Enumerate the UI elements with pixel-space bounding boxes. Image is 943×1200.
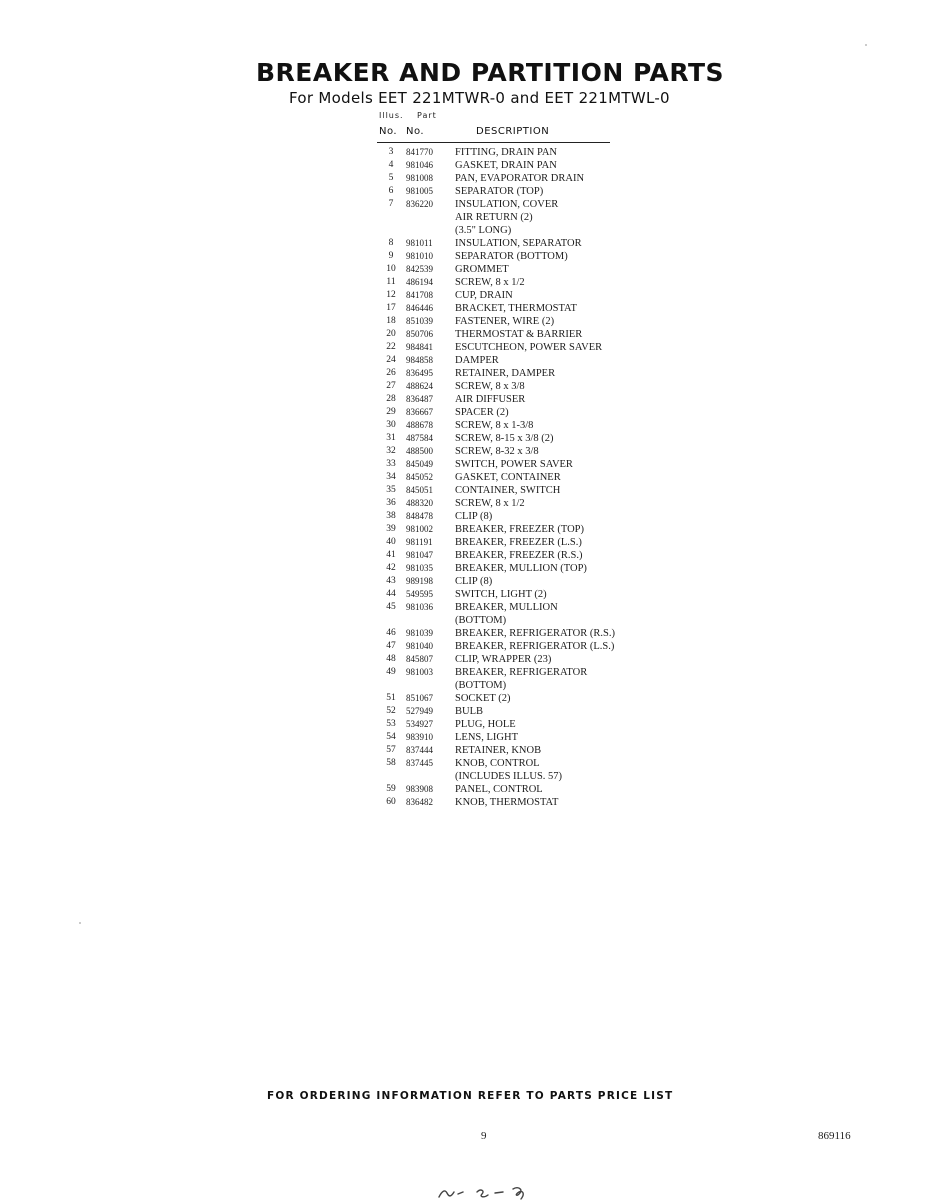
table-row (377, 718, 677, 731)
table-row (377, 328, 677, 341)
illus-number: 10 (386, 264, 396, 274)
part-number: 851067 (406, 693, 433, 703)
table-row (377, 614, 677, 627)
part-description: BREAKER, REFRIGERATOR (R.S.) (455, 628, 615, 639)
part-description: LENS, LIGHT (455, 732, 518, 743)
illus-number: 35 (386, 485, 396, 495)
part-description: (3.5" LONG) (455, 225, 512, 236)
table-row (377, 445, 677, 458)
illus-number: 4 (388, 160, 394, 170)
part-description: BREAKER, MULLION (455, 602, 558, 613)
part-description: FITTING, DRAIN PAN (455, 147, 557, 158)
part-number: 845049 (406, 459, 433, 469)
part-number: 836487 (406, 394, 433, 404)
part-description: (BOTTOM) (455, 680, 507, 691)
part-description: SPACER (2) (455, 407, 509, 418)
illus-number: 60 (386, 797, 396, 807)
illus-number: 18 (386, 316, 396, 326)
part-description: SCREW, 8 x 3/8 (455, 381, 525, 392)
illus-number: 5 (388, 173, 394, 183)
part-description: BREAKER, FREEZER (TOP) (455, 524, 585, 535)
table-row (377, 198, 677, 211)
illus-number: 59 (386, 784, 396, 794)
part-description: FASTENER, WIRE (2) (455, 316, 555, 327)
illus-number: 41 (386, 550, 396, 560)
table-row (377, 627, 677, 640)
part-number: 488624 (406, 381, 433, 391)
part-number: 488678 (406, 420, 433, 430)
illus-number: 39 (386, 524, 396, 534)
illus-number: 44 (386, 589, 396, 599)
part-description: SCREW, 8-15 x 3/8 (2) (455, 433, 554, 444)
part-number: 850706 (406, 329, 433, 339)
part-description: (INCLUDES ILLUS. 57) (455, 771, 563, 782)
table-row (377, 536, 677, 549)
illus-number: 31 (386, 433, 396, 443)
part-number: 487584 (406, 433, 433, 443)
table-row (377, 705, 677, 718)
part-number: 981002 (406, 524, 433, 534)
part-number: 837444 (406, 745, 433, 755)
illus-number: 12 (386, 290, 396, 300)
part-number: 981047 (406, 550, 433, 560)
part-description: BULB (455, 706, 484, 717)
table-row (377, 731, 677, 744)
part-description: GASKET, CONTAINER (455, 472, 561, 483)
part-description: KNOB, CONTROL (455, 758, 540, 769)
part-number: 846446 (406, 303, 433, 313)
part-number: 842539 (406, 264, 433, 274)
part-description: DAMPER (455, 355, 499, 366)
part-number: 981005 (406, 186, 433, 196)
table-row (377, 497, 677, 510)
part-number: 837445 (406, 758, 433, 768)
illus-number: 28 (386, 394, 396, 404)
illus-number: 3 (388, 147, 394, 157)
part-description: INSULATION, SEPARATOR (455, 238, 582, 249)
part-description: PAN, EVAPORATOR DRAIN (455, 173, 585, 184)
table-row (377, 692, 677, 705)
part-description: THERMOSTAT & BARRIER (455, 329, 583, 340)
part-description: GASKET, DRAIN PAN (455, 160, 557, 171)
illus-number: 22 (386, 342, 396, 352)
part-number: 845807 (406, 654, 433, 664)
illus-number: 54 (386, 732, 396, 742)
header-part: Part (417, 111, 437, 120)
part-number: 836495 (406, 368, 433, 378)
table-row (377, 159, 677, 172)
table-row (377, 783, 677, 796)
scan-speck (79, 922, 81, 924)
illus-number: 38 (386, 511, 396, 521)
header-part-no: No. (406, 126, 425, 137)
table-row (377, 172, 677, 185)
header-illus-no: No. (379, 126, 398, 137)
part-description: CLIP (8) (455, 576, 493, 587)
part-number: 989198 (406, 576, 433, 586)
part-number: 549595 (406, 589, 433, 599)
illus-number: 58 (386, 758, 396, 768)
illus-number: 29 (386, 407, 396, 417)
illus-number: 51 (386, 693, 396, 703)
header-description: DESCRIPTION (476, 126, 550, 137)
illus-number: 11 (386, 277, 396, 287)
table-row (377, 315, 677, 328)
part-number: 984858 (406, 355, 433, 365)
part-description: RETAINER, KNOB (455, 745, 542, 756)
part-number: 981046 (406, 160, 433, 170)
part-number: 981008 (406, 173, 433, 183)
part-number: 486194 (406, 277, 433, 287)
part-description: SCREW, 8 x 1-3/8 (455, 420, 534, 431)
table-row (377, 796, 677, 809)
illus-number: 53 (386, 719, 396, 729)
part-description: SEPARATOR (BOTTOM) (455, 251, 568, 262)
table-row (377, 341, 677, 354)
table-row (377, 471, 677, 484)
illus-number: 9 (388, 251, 394, 261)
table-row (377, 484, 677, 497)
part-number: 981035 (406, 563, 433, 573)
part-description: SCREW, 8 x 1/2 (455, 277, 525, 288)
part-description: RETAINER, DAMPER (455, 368, 556, 379)
part-description: BREAKER, FREEZER (R.S.) (455, 550, 583, 561)
part-description: CLIP (8) (455, 511, 493, 522)
table-row (377, 744, 677, 757)
table-row (377, 419, 677, 432)
part-description: SOCKET (2) (455, 693, 511, 704)
table-row (377, 549, 677, 562)
illus-number: 27 (386, 381, 396, 391)
part-description: CUP, DRAIN (455, 290, 513, 301)
part-number: 845051 (406, 485, 433, 495)
part-number: 851039 (406, 316, 433, 326)
table-row (377, 523, 677, 536)
illus-number: 7 (388, 199, 394, 209)
table-row (377, 406, 677, 419)
page-title: BREAKER AND PARTITION PARTS (256, 58, 725, 87)
table-row (377, 289, 677, 302)
table-row (377, 510, 677, 523)
illus-number: 45 (386, 602, 396, 612)
part-number: 983910 (406, 732, 433, 742)
part-number: 841770 (406, 147, 433, 157)
table-row (377, 432, 677, 445)
illus-number: 26 (386, 368, 396, 378)
part-description: SWITCH, POWER SAVER (455, 459, 573, 470)
part-description: PLUG, HOLE (455, 719, 516, 730)
illus-number: 24 (386, 355, 396, 365)
table-row (377, 562, 677, 575)
part-number: 983908 (406, 784, 433, 794)
part-number: 981040 (406, 641, 433, 651)
table-row (377, 393, 677, 406)
illus-number: 33 (386, 459, 396, 469)
part-number: 981036 (406, 602, 433, 612)
part-description: GROMMET (455, 264, 509, 275)
part-description: BREAKER, MULLION (TOP) (455, 563, 587, 574)
header-rule (377, 142, 610, 143)
table-row (377, 237, 677, 250)
table-row (377, 575, 677, 588)
part-number: 836667 (406, 407, 433, 417)
illus-number: 57 (386, 745, 396, 755)
illus-number: 8 (388, 238, 394, 248)
page-number: 9 (481, 1130, 487, 1142)
part-number: 488500 (406, 446, 433, 456)
part-description: CLIP, WRAPPER (23) (455, 654, 552, 665)
illus-number: 32 (386, 446, 396, 456)
table-row (377, 354, 677, 367)
part-description: (BOTTOM) (455, 615, 507, 626)
table-row (377, 146, 677, 159)
illus-number: 17 (386, 303, 396, 313)
part-description: SCREW, 8-32 x 3/8 (455, 446, 539, 457)
scan-speck (865, 44, 867, 46)
part-description: KNOB, THERMOSTAT (455, 797, 559, 808)
header-illus: Illus. (379, 111, 404, 120)
part-number: 981003 (406, 667, 433, 677)
page-subtitle: For Models EET 221MTWR-0 and EET 221MTWL-0 (289, 89, 670, 107)
part-description: AIR RETURN (2) (455, 212, 533, 223)
part-number: 534927 (406, 719, 433, 729)
illus-number: 49 (386, 667, 396, 677)
table-row (377, 380, 677, 393)
part-description: CONTAINER, SWITCH (455, 485, 561, 496)
part-description: BREAKER, REFRIGERATOR (455, 667, 588, 678)
illus-number: 40 (386, 537, 396, 547)
document-number: 869116 (818, 1130, 851, 1142)
part-number: 488320 (406, 498, 433, 508)
illus-number: 20 (386, 329, 396, 339)
table-row (377, 302, 677, 315)
illus-number: 36 (386, 498, 396, 508)
part-description: SWITCH, LIGHT (2) (455, 589, 547, 600)
illus-number: 47 (386, 641, 396, 651)
part-number: 984841 (406, 342, 433, 352)
parts-table (377, 146, 677, 809)
table-row (377, 250, 677, 263)
illus-number: 42 (386, 563, 396, 573)
illus-number: 6 (388, 186, 394, 196)
table-row (377, 276, 677, 289)
table-row (377, 458, 677, 471)
part-number: 981011 (406, 238, 433, 248)
part-description: BRACKET, THERMOSTAT (455, 303, 577, 314)
part-description: BREAKER, REFRIGERATOR (L.S.) (455, 641, 615, 652)
illus-number: 30 (386, 420, 396, 430)
part-description: BREAKER, FREEZER (L.S.) (455, 537, 582, 548)
illus-number: 43 (386, 576, 396, 586)
table-row (377, 666, 677, 679)
table-row (377, 211, 677, 224)
table-row (377, 367, 677, 380)
part-number: 841708 (406, 290, 433, 300)
table-row (377, 185, 677, 198)
part-number: 981191 (406, 537, 433, 547)
part-description: AIR DIFFUSER (455, 394, 526, 405)
table-row (377, 770, 677, 783)
part-number: 981039 (406, 628, 433, 638)
part-description: SCREW, 8 x 1/2 (455, 498, 525, 509)
part-description: PANEL, CONTROL (455, 784, 543, 795)
table-row (377, 653, 677, 666)
part-number: 836482 (406, 797, 433, 807)
part-number: 836220 (406, 199, 433, 209)
table-row (377, 224, 677, 237)
table-row (377, 601, 677, 614)
part-description: INSULATION, COVER (455, 199, 559, 210)
illus-number: 48 (386, 654, 396, 664)
table-row (377, 588, 677, 601)
table-row (377, 679, 677, 692)
part-number: 848478 (406, 511, 433, 521)
part-number: 527949 (406, 706, 433, 716)
part-number: 981010 (406, 251, 433, 261)
part-description: ESCUTCHEON, POWER SAVER (455, 342, 603, 353)
table-row (377, 640, 677, 653)
illus-number: 46 (386, 628, 396, 638)
part-description: SEPARATOR (TOP) (455, 186, 544, 197)
illus-number: 34 (386, 472, 396, 482)
handwritten-mark (435, 1183, 535, 1200)
table-row (377, 263, 677, 276)
ordering-note: FOR ORDERING INFORMATION REFER TO PARTS PRICE LIST (267, 1090, 674, 1102)
illus-number: 52 (386, 706, 396, 716)
part-number: 845052 (406, 472, 433, 482)
table-row (377, 757, 677, 770)
